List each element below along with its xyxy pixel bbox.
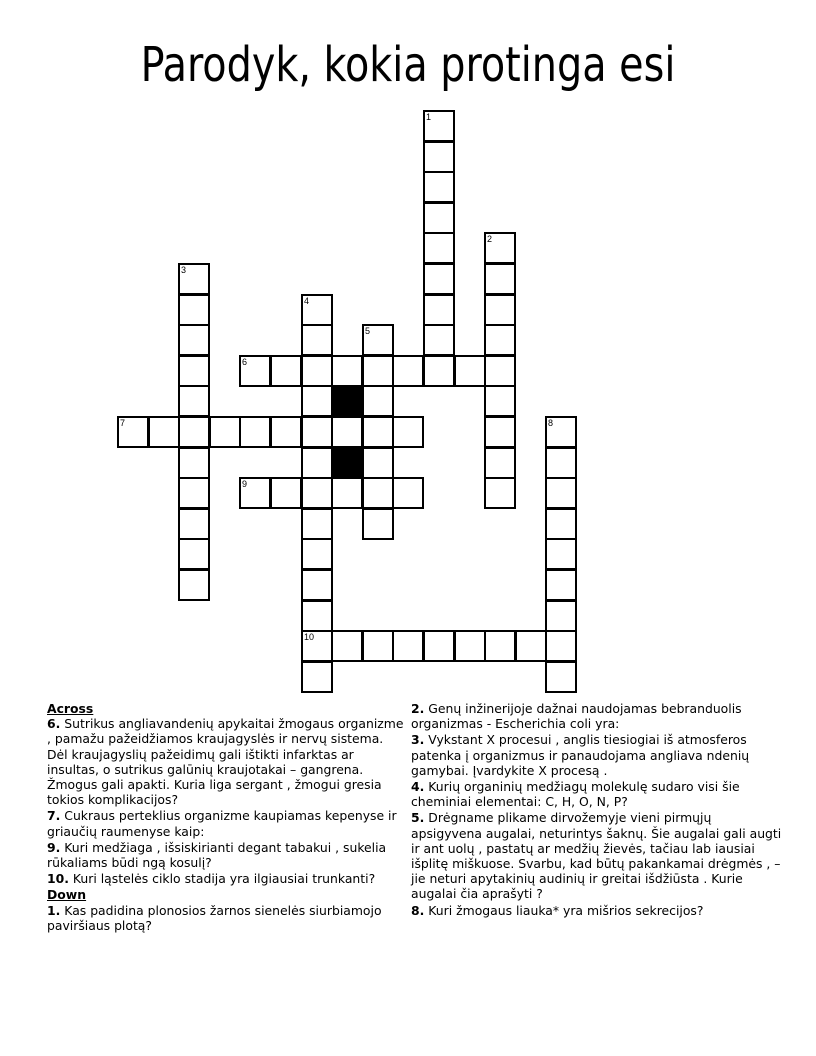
grid-cell[interactable] xyxy=(362,508,394,540)
grid-cell[interactable] xyxy=(423,630,455,662)
clue-number: 5. xyxy=(411,810,425,826)
grid-cell[interactable] xyxy=(178,294,210,326)
grid-cell[interactable] xyxy=(545,447,577,479)
clue-across-7 xyxy=(47,808,407,838)
grid-cell[interactable] xyxy=(301,569,333,601)
grid-cell[interactable] xyxy=(484,232,516,264)
grid-cell[interactable] xyxy=(301,538,333,570)
grid-cell[interactable] xyxy=(239,355,271,387)
grid-cell[interactable] xyxy=(178,324,210,356)
grid-cell[interactable] xyxy=(239,477,271,509)
grid-cell[interactable] xyxy=(362,477,394,509)
black-cell xyxy=(331,385,363,417)
grid-cell[interactable] xyxy=(423,355,455,387)
grid-cell[interactable] xyxy=(484,477,516,509)
cell-number: 2 xyxy=(487,234,493,244)
grid-cell[interactable] xyxy=(423,141,455,173)
cell-number: 6 xyxy=(242,357,248,367)
cell-number: 5 xyxy=(365,326,371,336)
grid-cell[interactable] xyxy=(301,630,333,662)
grid-cell[interactable] xyxy=(545,477,577,509)
grid-cell[interactable] xyxy=(301,600,333,632)
grid-cell[interactable] xyxy=(270,477,302,509)
clue-across-6 xyxy=(47,716,407,807)
grid-cell[interactable] xyxy=(423,232,455,264)
clues-right-column xyxy=(411,701,783,919)
clue-down-8 xyxy=(411,903,783,918)
crossword-grid xyxy=(117,110,587,695)
clue-text: Kuri medžiaga , išsiskirianti degant tabakui , sukelia rūkaliams būdi ngą kosulį? xyxy=(47,839,387,871)
clue-text: Genų inžinerijoje dažnai naudojamas bebranduolis organizmas - Escherichia coli yra: xyxy=(411,701,742,732)
clue-across-9 xyxy=(47,840,407,870)
clue-number: 1. xyxy=(47,902,61,918)
grid-cell[interactable] xyxy=(392,477,424,509)
black-cell xyxy=(331,447,363,479)
grid-cell[interactable] xyxy=(301,477,333,509)
cell-number: 4 xyxy=(304,296,310,306)
grid-cell[interactable] xyxy=(545,508,577,540)
clue-down-1 xyxy=(47,903,407,933)
clue-down-3 xyxy=(411,732,783,778)
grid-cell[interactable] xyxy=(178,569,210,601)
across-heading: Across xyxy=(47,701,94,716)
clue-text: Kuri ląstelės ciklo stadija yra ilgiausiai trunkanti? xyxy=(72,871,376,887)
clue-text: Cukraus perteklius organizme kaupiamas kepenyse ir griaučių raumenyse kaip: xyxy=(47,808,397,839)
grid-cell[interactable] xyxy=(148,416,180,448)
grid-cell[interactable] xyxy=(362,447,394,479)
grid-cell[interactable] xyxy=(484,630,516,662)
clue-down-2 xyxy=(411,701,783,731)
grid-cell[interactable] xyxy=(545,661,577,693)
grid-cell[interactable] xyxy=(484,355,516,387)
grid-cell[interactable] xyxy=(331,416,363,448)
cell-number: 1 xyxy=(426,112,432,122)
clue-text: Kurių organinių medžiagų molekulę sudaro visi šie cheminiai elementai: C, H, O, N, P? xyxy=(411,779,740,810)
grid-cell[interactable] xyxy=(545,569,577,601)
grid-cell[interactable] xyxy=(301,508,333,540)
grid-cell[interactable] xyxy=(362,324,394,356)
clue-number: 3. xyxy=(411,732,425,748)
grid-cell[interactable] xyxy=(178,477,210,509)
grid-cell[interactable] xyxy=(270,416,302,448)
down-heading: Down xyxy=(47,887,87,903)
grid-cell[interactable] xyxy=(423,171,455,203)
clue-text: Kas padidina plonosios žarnos sienelės siurbiamojo paviršiaus plotą? xyxy=(47,902,382,933)
grid-cell[interactable] xyxy=(270,355,302,387)
clue-number: 8. xyxy=(411,902,425,918)
clue-text: Kuri žmogaus liauka* yra mišrios sekrecijos? xyxy=(428,902,704,918)
page-title: Parodyk, kokia protinga esi xyxy=(140,37,676,93)
grid-cell[interactable] xyxy=(484,324,516,356)
grid-cell[interactable] xyxy=(545,538,577,570)
grid-cell[interactable] xyxy=(545,630,577,662)
grid-cell[interactable] xyxy=(423,294,455,326)
grid-cell[interactable] xyxy=(301,324,333,356)
grid-cell[interactable] xyxy=(362,416,394,448)
grid-cell[interactable] xyxy=(423,202,455,234)
grid-cell[interactable] xyxy=(515,630,547,662)
clues-left-column xyxy=(47,701,407,934)
grid-cell[interactable] xyxy=(392,355,424,387)
grid-cell[interactable] xyxy=(423,324,455,356)
grid-cell[interactable] xyxy=(423,263,455,295)
grid-cell[interactable] xyxy=(545,600,577,632)
grid-cell[interactable] xyxy=(178,416,210,448)
grid-cell[interactable] xyxy=(392,416,424,448)
grid-cell[interactable] xyxy=(454,355,486,387)
grid-cell[interactable] xyxy=(301,416,333,448)
clue-number: 7. xyxy=(47,808,61,824)
clue-text: Sutrikus angliavandenių apykaitai žmogaus organizme , pamažu pažeidžiamos kraujagyslės ir nervų sistema. Dėl kraujagyslių pažeidimų gali ištikti infarktas ar insultas, o sutrikus galūnių kraujotakai – gangrena. Žmogus gali apakti. Kuria liga sergant , žmogui gresia tokios komplikacijos? xyxy=(47,716,404,808)
grid-cell[interactable] xyxy=(301,355,333,387)
grid-cell[interactable] xyxy=(178,538,210,570)
grid-cell[interactable] xyxy=(301,447,333,479)
clue-text: Vykstant X procesui , anglis tiesiogiai iš atmosferos patenka į organizmus ir panaudojama angliava ndenių gamybai. Įvardykite X procesą . xyxy=(411,732,750,778)
grid-cell[interactable] xyxy=(545,416,577,448)
grid-cell[interactable] xyxy=(301,661,333,693)
grid-cell[interactable] xyxy=(117,416,149,448)
grid-cell[interactable] xyxy=(209,416,241,448)
cell-number: 9 xyxy=(242,479,248,489)
grid-cell[interactable] xyxy=(392,630,424,662)
grid-cell[interactable] xyxy=(331,477,363,509)
grid-cell[interactable] xyxy=(178,385,210,417)
grid-cell[interactable] xyxy=(484,416,516,448)
grid-cell[interactable] xyxy=(454,630,486,662)
grid-cell[interactable] xyxy=(423,110,455,142)
cell-number: 8 xyxy=(548,418,554,428)
grid-cell[interactable] xyxy=(484,294,516,326)
grid-cell[interactable] xyxy=(178,508,210,540)
clue-across-10 xyxy=(47,871,407,886)
clue-number: 10. xyxy=(47,871,69,887)
clue-text: Drėgname plikame dirvožemyje vieni pirmųjų apsigyvena augalai, neturintys šaknų. Šie augalai gali augti ir ant uolų , pastatų ar medžių žievės, tačiau lab iausiai išplitę miškuose. Svarbu, kad būtų pakankamai drėgmės , – jie neturi apytakinių audinių ir greitai išdžiūsta . Kurie augalai čia aprašyti ? xyxy=(411,810,782,902)
cell-number: 10 xyxy=(304,632,315,642)
clue-number: 9. xyxy=(47,839,61,855)
grid-cell[interactable] xyxy=(331,355,363,387)
cell-number: 3 xyxy=(181,265,187,275)
grid-cell[interactable] xyxy=(331,630,363,662)
cell-number: 7 xyxy=(120,418,126,428)
grid-cell[interactable] xyxy=(484,263,516,295)
clue-down-5 xyxy=(411,810,783,901)
grid-cell[interactable] xyxy=(178,447,210,479)
grid-cell[interactable] xyxy=(301,294,333,326)
grid-cell[interactable] xyxy=(362,385,394,417)
clue-number: 4. xyxy=(411,779,425,795)
grid-cell[interactable] xyxy=(484,447,516,479)
grid-cell[interactable] xyxy=(484,385,516,417)
grid-cell[interactable] xyxy=(178,355,210,387)
clue-number: 6. xyxy=(47,716,61,732)
grid-cell[interactable] xyxy=(301,385,333,417)
grid-cell[interactable] xyxy=(239,416,271,448)
clue-down-4 xyxy=(411,779,783,809)
clue-number: 2. xyxy=(411,701,425,716)
grid-cell[interactable] xyxy=(178,263,210,295)
grid-cell[interactable] xyxy=(362,630,394,662)
grid-cell[interactable] xyxy=(362,355,394,387)
